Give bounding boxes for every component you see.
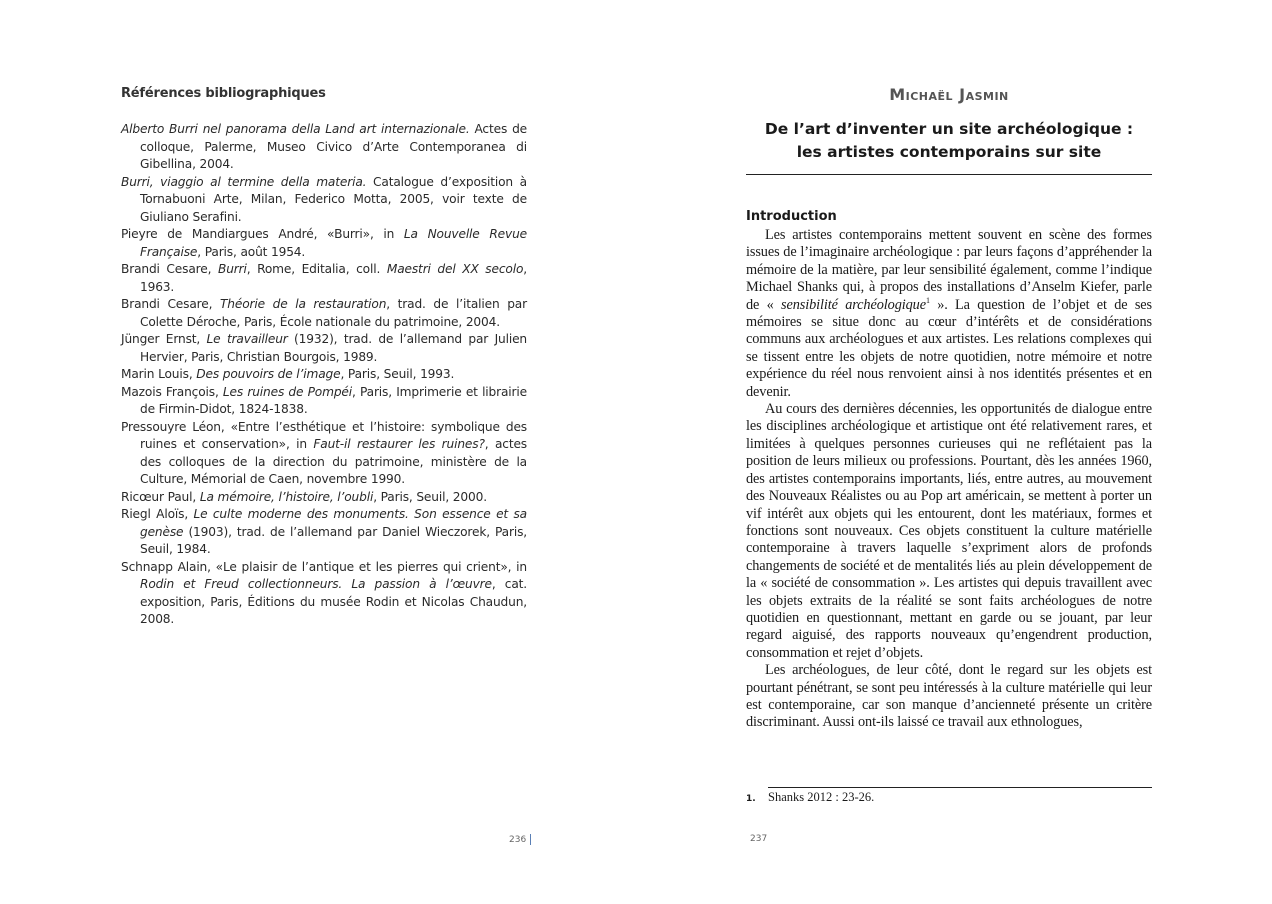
reference-details: , Paris, Seuil, 1993.	[340, 367, 455, 381]
reference-author: Brandi Cesare,	[121, 297, 220, 311]
reference-author: Riegl Aloïs,	[121, 507, 194, 521]
footnote-number: 1.	[746, 794, 756, 804]
reference-title: La Nouvelle Revue Française	[140, 227, 527, 259]
title-divider	[746, 174, 1152, 175]
reference-item	[121, 489, 527, 507]
reference-title: Burri, viaggio al termine della materia.	[121, 174, 367, 189]
reference-details: , 1963.	[140, 262, 527, 294]
title-line-2: les artistes contemporains sur site	[796, 143, 1102, 161]
paragraph-2: Au cours des dernières décennies, les opportunités de dialogue entre les disciplines archéologique et artistique ont été relativement rares, et limitées à quelques personnes curieuses qui ne reflétaient pas la position de leurs milieux ou professions. Pourtant, dès les années 1960, des artistes contemporains importants, liés, entre autres, au mouvement des Nouveaux Réalistes ou au Pop art américain, se mettent à porter un vif intérêt aux objets qui les entourent, dont les matériaux, formes et fonctions sont nouveaux. Ces objets constituent la culture matérielle contemporaine à travers laquelle s’expriment alors de profonds changements de société et de mentalités liés au plein développement de la « société de consommation ». Les artistes qui depuis travaillent avec les objets extraits de la réalité se sont faits archéologues de notre quotidien en questionnant, mettant en garde ou se jouant, par leur regard aiguisé, des rapports nouveaux qu’engendrent production, consommation et rejet d’objets.	[746, 401, 1152, 661]
page-number-text: 236	[509, 835, 527, 845]
reference-author: Mazois François,	[121, 384, 223, 399]
title-line-1: De l’art d’inventer un site archéologique :	[764, 120, 1134, 138]
reference-item	[121, 121, 527, 174]
reference-author: Pieyre de Mandiargues André, «Burri», in	[121, 227, 404, 241]
reference-title: Les ruines de Pompéi	[222, 384, 352, 399]
reference-details: , Paris, août 1954.	[197, 244, 306, 259]
reference-item	[121, 419, 527, 489]
reference-item	[121, 331, 527, 366]
reference-details: , trad. de l’italien par Colette Déroche, Paris, École nationale du patrimoine, 2004.	[140, 297, 527, 329]
reference-title: Rodin et Freud collectionneurs. La passion à l’œuvre	[140, 577, 492, 591]
reference-title: Le travailleur	[206, 332, 288, 346]
reference-details: , Paris, Seuil, 2000.	[373, 489, 487, 504]
reference-title: Le culte moderne des monuments. Son essence et sa genèse	[140, 507, 527, 539]
author-name: Michaël Jasmin	[889, 85, 1009, 104]
reference-author: Pressouyre Léon, «Entre l’esthétique et l’histoire: symbolique des ruines et conservation», in	[121, 419, 527, 451]
reference-author: Marin Louis,	[121, 367, 197, 381]
right-page	[636, 0, 1272, 904]
paragraph-text: Les artistes contemporains mettent souvent en scène des formes issues de l’imaginaire archéologique : par leurs façons d’appréhender la mémoire de la matière, par leur sensibilité également, comme l’indique Michael Shanks qui, à propos des installations d’Anselm Kiefer, parle de «	[746, 227, 1152, 313]
references-heading: Références bibliographiques	[121, 86, 326, 101]
article-body	[746, 227, 1152, 732]
reference-title: Théorie de la restauration	[220, 297, 387, 311]
reference-details: , Paris, Imprimerie et librairie de Firmin-Didot, 1824-1838.	[140, 384, 527, 416]
references-list	[121, 121, 527, 629]
reference-item	[121, 384, 527, 419]
reference-author: Schnapp Alain, «Le plaisir de l’antique et les pierres qui crient», in	[121, 559, 527, 574]
reference-series: Maestri del XX secolo	[386, 262, 524, 276]
reference-details: Catalogue d’exposition à Tornabuoni Arte, Milan, Federico Motta, 2005, voir texte de Giuliano Serafini.	[140, 174, 527, 224]
reference-title: La mémoire, l’histoire, l’oubli	[199, 489, 374, 504]
reference-author: Brandi Cesare,	[121, 262, 218, 276]
page-number-right: 237	[750, 834, 768, 844]
reference-details: Actes de colloque, Palerme, Museo Civico d’Arte Contemporanea di Gibellina, 2004.	[140, 122, 527, 171]
reference-title: Alberto Burri nel panorama della Land art internazionale.	[121, 122, 470, 136]
reference-details: (1932), trad. de l’allemand par Julien Hervier, Paris, Christian Bourgois, 1989.	[140, 332, 527, 364]
section-heading: Introduction	[746, 209, 837, 224]
reference-item	[121, 174, 527, 227]
reference-item	[121, 226, 527, 261]
article-title	[746, 118, 1152, 164]
reference-details: , Rome, Editalia, coll.	[246, 262, 387, 276]
footnote-divider	[768, 787, 1152, 788]
reference-details: (1903), trad. de l’allemand par Daniel Wieczorek, Paris, Seuil, 1984.	[140, 524, 527, 556]
reference-item	[121, 559, 527, 629]
footnote	[746, 790, 874, 805]
text-cursor	[530, 834, 531, 845]
paragraph-1	[746, 227, 1152, 401]
reference-title: Des pouvoirs de l’image	[196, 367, 341, 381]
quoted-term: sensibilité archéologique	[781, 296, 926, 313]
reference-item	[121, 261, 527, 296]
paragraph-3: Les archéologues, de leur côté, dont le regard sur les objets est pourtant pénétrant, se sont peu intéressés à la culture matérielle qui leur est contemporaine, car son manque d’ancienneté présente un critère discriminant. Aussi ont-ils laissé ce travail aux ethnologues,	[746, 662, 1152, 731]
reference-author: Jünger Ernst,	[121, 332, 207, 346]
reference-title: Burri	[217, 262, 247, 276]
page-number-left	[509, 834, 531, 845]
reference-title: Faut-il restaurer les ruines?	[313, 437, 485, 451]
paragraph-text: ». La question de l’objet et de ses mémoires se situe donc au cœur d’intérêts et de considérations communs aux archéologues et aux artistes. Les relations complexes qui se tissent entre les objets de notre quotidien, notre mémoire et notre expérience du réel nous renvoient ainsi à nos identités présentes et en devenir.	[746, 296, 1153, 400]
reference-details: , cat. exposition, Paris, Éditions du musée Rodin et Nicolas Chaudun, 2008.	[140, 577, 528, 626]
footnote-ref[interactable]: 1	[925, 295, 930, 305]
reference-item	[121, 366, 527, 384]
reference-item	[121, 506, 527, 559]
reference-item	[121, 296, 527, 331]
footnote-text: Shanks 2012 : 23-26.	[768, 790, 875, 804]
reference-author: Ricœur Paul,	[121, 489, 200, 504]
reference-details: , actes des colloques de la direction du patrimoine, ministère de la Culture, Mémorial de Caen, novembre 1990.	[140, 437, 528, 486]
